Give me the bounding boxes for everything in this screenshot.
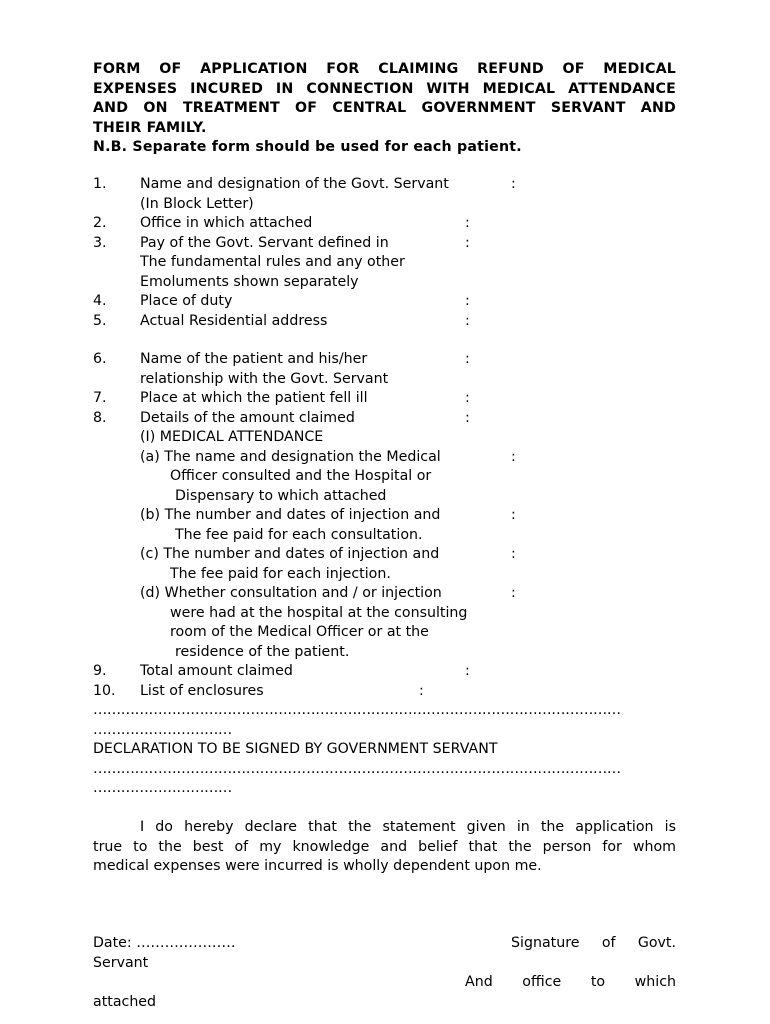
field-colon: : [511, 448, 516, 465]
form-title-line-1: FORM OF APPLICATION FOR CLAIMING REFUND OF MEDICAL [93, 61, 676, 77]
sub-item-d-line-2: were had at the hospital at the consulting [170, 604, 468, 621]
sub-item-c-line-2: The fee paid for each injection. [170, 565, 391, 582]
field-colon: : [465, 312, 470, 329]
field-label-office: Office in which attached [140, 215, 313, 231]
field-label-enclosures: List of enclosures [140, 682, 264, 699]
field-colon: : [465, 293, 470, 309]
declaration-text-line-2: true to the best of my knowledge and belief that the person for whom [93, 838, 676, 855]
item-number: 7. [93, 390, 107, 406]
field-label-govt-servant-name: Name and designation of the Govt. Servant [140, 176, 449, 192]
field-label-place-of-duty: Place of duty [140, 293, 233, 309]
field-colon: : [465, 390, 470, 406]
declaration-heading: DECLARATION TO BE SIGNED BY GOVERNMENT SERVANT [93, 741, 498, 757]
item-number: 8. [93, 409, 107, 426]
field-label-total-amount: Total amount claimed [140, 663, 293, 679]
field-label-amount-details: Details of the amount claimed [140, 409, 355, 426]
form-title-line-4: THEIR FAMILY. [93, 119, 207, 136]
item-number: 5. [93, 312, 107, 329]
dotted-separator-end: ………………………… [93, 721, 232, 738]
office-label-attached: attached [93, 993, 157, 1010]
field-colon: : [511, 546, 516, 562]
sub-item-d-line-3: room of the Medical Officer or at the [170, 624, 429, 640]
item-number: 4. [93, 293, 107, 309]
item-number: 1. [93, 176, 107, 192]
field-label-pay-line-2: The fundamental rules and any other [140, 254, 405, 270]
field-label-block-letter: (In Block Letter) [140, 195, 254, 212]
field-colon: : [465, 234, 470, 251]
field-colon: : [511, 585, 516, 601]
field-label-relationship: relationship with the Govt. Servant [140, 371, 389, 387]
item-number: 2. [93, 215, 107, 231]
form-title-line-3: AND ON TREATMENT OF CENTRAL GOVERNMENT SERVANT AND [93, 100, 676, 116]
sub-item-d-line-1: (d) Whether consultation and / or injection [140, 585, 442, 601]
field-label-residential-address: Actual Residential address [140, 312, 328, 329]
sub-item-c-line-1: (c) The number and dates of injection and [140, 546, 440, 562]
dotted-separator-end: ………………………… [93, 780, 232, 796]
sub-item-a-line-3: Dispensary to which attached [175, 487, 387, 504]
form-note: N.B. Separate form should be used for each patient. [93, 139, 522, 155]
date-field: Date: ………………… [93, 935, 236, 951]
item-number: 9. [93, 663, 107, 679]
item-number: 10. [93, 682, 116, 699]
signature-label-servant: Servant [93, 954, 149, 971]
sub-item-a-line-1: (a) The name and designation the Medical [140, 448, 441, 465]
field-label-pay: Pay of the Govt. Servant defined in [140, 234, 389, 251]
item-number: 3. [93, 234, 107, 251]
sub-item-d-line-4: residence of the patient. [175, 643, 350, 660]
field-colon: : [511, 176, 516, 192]
field-colon: : [419, 682, 424, 699]
office-label: And office to which [465, 974, 676, 990]
sub-item-a-line-2: Officer consulted and the Hospital or [170, 468, 432, 484]
sub-heading-medical-attendance: (I) MEDICAL ATTENDANCE [140, 429, 324, 445]
declaration-text-line-1: I do hereby declare that the statement given in the application is [140, 819, 676, 835]
signature-label: Signature of Govt. [511, 935, 676, 951]
form-title-line-2: EXPENSES INCURED IN CONNECTION WITH MEDICAL ATTENDANCE [93, 80, 676, 97]
dotted-separator: …………………………………………………………………………………………………… [93, 702, 621, 718]
field-label-place-fell-ill: Place at which the patient fell ill [140, 390, 368, 406]
field-label-pay-line-3: Emoluments shown separately [140, 273, 359, 290]
field-colon: : [465, 215, 470, 231]
declaration-text-line-3: medical expenses were incurred is wholly dependent upon me. [93, 858, 542, 874]
sub-item-b-line-2: The fee paid for each consultation. [175, 526, 423, 543]
field-label-patient-name: Name of the patient and his/her [140, 351, 368, 367]
field-colon: : [465, 663, 470, 679]
field-colon: : [465, 351, 470, 367]
field-colon: : [465, 409, 470, 426]
sub-item-b-line-1: (b) The number and dates of injection and [140, 507, 441, 523]
field-colon: : [511, 507, 516, 523]
dotted-separator: …………………………………………………………………………………………………… [93, 760, 621, 777]
item-number: 6. [93, 351, 107, 367]
